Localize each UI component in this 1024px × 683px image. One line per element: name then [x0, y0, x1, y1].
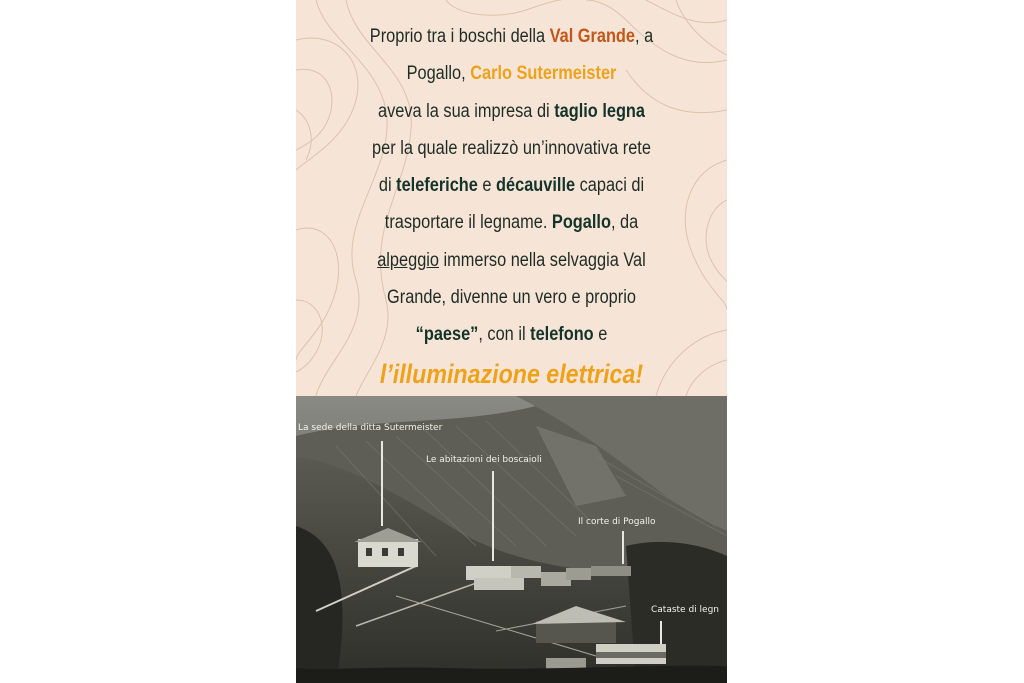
- headline-illuminazione: l’illuminazione elettrica!: [379, 358, 644, 389]
- underlined-alpeggio: alpeggio: [377, 249, 440, 271]
- text-run: per la quale realizzò un’innovativa rete: [372, 137, 651, 159]
- text-run: , con il: [478, 324, 531, 346]
- text-line-4: [326, 130, 697, 167]
- text-run: , da: [610, 212, 639, 234]
- label-corte-pogallo: Il corte di Pogallo: [578, 517, 656, 527]
- text-line-3: [326, 93, 697, 130]
- bold-decauville: décauville: [496, 175, 576, 197]
- text-line-6: [326, 204, 697, 241]
- bold-pogallo: Pogallo: [551, 212, 611, 234]
- text-line-7: [326, 242, 697, 279]
- text-run: , a: [635, 26, 654, 47]
- highlight-carlo-sutermeister: Carlo Sutermeister: [470, 63, 617, 85]
- bold-telefono: telefono: [530, 324, 594, 346]
- text-run: di: [378, 175, 397, 197]
- text-section: [296, 0, 727, 396]
- text-run: Pogallo,: [406, 63, 471, 85]
- text-line-8: [326, 279, 697, 316]
- bold-teleferiche: teleferiche: [396, 175, 478, 197]
- text-run: trasportare il legname.: [384, 212, 552, 234]
- bold-taglio-legna: taglio legna: [554, 100, 646, 122]
- text-run: e: [477, 175, 497, 197]
- text-run: Grande, divenne un vero e proprio: [387, 287, 636, 309]
- label-abitazioni-boscaioli: Le abitazioni dei boscaioli: [426, 455, 542, 465]
- text-line-2: [326, 55, 697, 92]
- bold-paese: “paese”: [415, 324, 479, 346]
- text-line-9: [326, 316, 697, 353]
- label-sede-ditta: La sede della ditta Sutermeister: [298, 423, 443, 433]
- text-line-1: [326, 18, 697, 55]
- text-run: Proprio tra i boschi della: [369, 26, 550, 47]
- info-panel: [296, 0, 727, 683]
- text-run: aveva la sua impresa di: [377, 100, 555, 122]
- text-run: e: [593, 324, 608, 346]
- photo-illustration: [296, 396, 727, 683]
- historical-photo: [296, 396, 727, 683]
- text-line-5: [326, 167, 697, 204]
- highlight-val-grande: Val Grande: [549, 26, 636, 47]
- description-text: [326, 18, 697, 391]
- label-cataste-legna: Cataste di legn: [651, 605, 719, 615]
- text-run: capaci di: [575, 175, 645, 197]
- text-run: immerso nella selvaggia Val: [439, 249, 646, 271]
